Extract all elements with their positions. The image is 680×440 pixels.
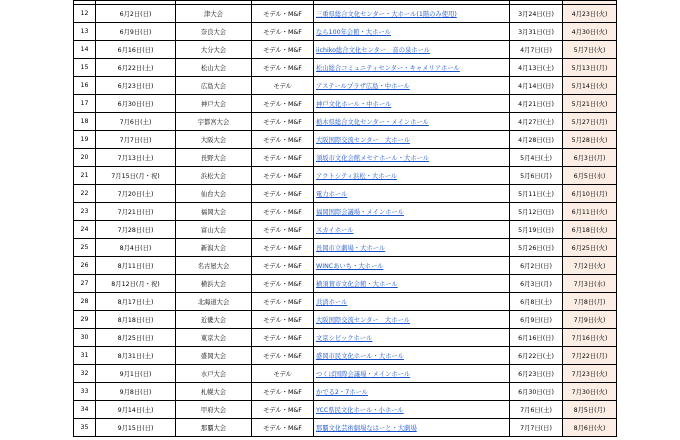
event-date: 6月16日(日) [96, 41, 176, 59]
entry-start-date: 6月9日(日) [510, 311, 563, 329]
venue-cell [314, 95, 510, 113]
venue-cell [314, 401, 510, 419]
event-number: 15 [74, 59, 96, 77]
event-number: 34 [74, 401, 96, 419]
table-row [74, 113, 617, 131]
entry-start-date: 5月12日(日) [510, 203, 563, 221]
event-date: 8月25日(日) [96, 329, 176, 347]
entry-start-date: 7月6日(土) [510, 401, 563, 419]
venue-link[interactable]: 横須賀市文化会館・大ホール [316, 281, 398, 288]
event-name: 奈良大会 [176, 23, 252, 41]
event-name: 近畿大会 [176, 311, 252, 329]
event-category: モデル・M&F [252, 401, 314, 419]
table-row [74, 365, 617, 383]
venue-cell [314, 311, 510, 329]
entry-start-date: 4月21日(日) [510, 95, 563, 113]
event-name: 神戸大会 [176, 95, 252, 113]
entry-end-date: 7月9日(火) [563, 311, 617, 329]
event-category: モデル・M&F [252, 59, 314, 77]
event-category: モデル・M&F [252, 131, 314, 149]
table-row [74, 77, 617, 95]
event-number: 12 [74, 5, 96, 23]
event-category: モデル・M&F [252, 5, 314, 23]
entry-end-date: 7月16日(火) [563, 329, 617, 347]
entry-start-date: 5月19日(日) [510, 221, 563, 239]
entry-end-date: 8月5日(月) [563, 401, 617, 419]
schedule-body [74, 1, 617, 437]
event-number: 17 [74, 95, 96, 113]
event-category: モデル・M&F [252, 329, 314, 347]
venue-cell [314, 41, 510, 59]
event-number: 22 [74, 185, 96, 203]
venue-link[interactable]: 松山総合コミュニティセンター・キャメリアホール [316, 65, 460, 72]
venue-link[interactable]: 那覇文化芸術劇場なはーと・大劇場 [316, 425, 417, 432]
entry-start-date: 6月2日(日) [510, 257, 563, 275]
venue-cell [314, 77, 510, 95]
venue-link[interactable]: スカイホール [316, 227, 354, 234]
event-category: モデル・M&F [252, 239, 314, 257]
venue-link[interactable]: つくば国際会議場・メインホール [316, 371, 411, 378]
entry-start-date: 3月31日(日) [510, 23, 563, 41]
event-name: 東京大会 [176, 329, 252, 347]
event-category: モデル・M&F [252, 185, 314, 203]
entry-start-date: 3月24日(日) [510, 5, 563, 23]
event-number: 33 [74, 383, 96, 401]
venue-cell [314, 221, 510, 239]
entry-end-date: 5月14日(火) [563, 77, 617, 95]
venue-link[interactable]: 福岡国際会議場・メインホール [316, 209, 404, 216]
entry-end-date: 6月11日(火) [563, 203, 617, 221]
event-number: 30 [74, 329, 96, 347]
event-name: 松山大会 [176, 59, 252, 77]
event-name: 広島大会 [176, 77, 252, 95]
event-date: 7月6日(土) [96, 113, 176, 131]
venue-link[interactable]: アクトシティ浜松・大ホール [316, 173, 398, 180]
event-name: 名古屋大会 [176, 257, 252, 275]
venue-cell [314, 239, 510, 257]
event-category: モデル・M&F [252, 419, 314, 437]
venue-link[interactable]: 三重県総合文化センター・大ホール(1階のみ使用) [316, 11, 457, 18]
event-date: 7月15日(月・祝) [96, 167, 176, 185]
venue-cell [314, 257, 510, 275]
event-date: 8月12日(月・祝) [96, 275, 176, 293]
entry-end-date: 5月21日(火) [563, 95, 617, 113]
entry-end-date: 7月23日(火) [563, 365, 617, 383]
entry-start-date: 7月7日(日) [510, 419, 563, 437]
table-row [74, 41, 617, 59]
venue-cell [314, 113, 510, 131]
venue-link[interactable]: WINCあいち・大ホール [316, 263, 384, 270]
event-category: モデル・M&F [252, 383, 314, 401]
entry-end-date: 6月25日(火) [563, 239, 617, 257]
event-category: モデル [252, 77, 314, 95]
venue-cell [314, 185, 510, 203]
table-row [74, 95, 617, 113]
event-number: 19 [74, 131, 96, 149]
event-category: モデル・M&F [252, 347, 314, 365]
event-number: 21 [74, 167, 96, 185]
entry-start-date: 6月23日(日) [510, 365, 563, 383]
event-number: 32 [74, 365, 96, 383]
event-name: 新潟大会 [176, 239, 252, 257]
table-row [74, 23, 617, 41]
event-date: 9月14日(土) [96, 401, 176, 419]
entry-start-date: 6月3日(月) [510, 275, 563, 293]
event-name: 北海道大会 [176, 293, 252, 311]
event-category: モデル・M&F [252, 41, 314, 59]
event-date: 6月30日(日) [96, 95, 176, 113]
event-category: モデル・M&F [252, 167, 314, 185]
table-row [74, 185, 617, 203]
entry-start-date: 6月16日(日) [510, 329, 563, 347]
venue-link[interactable]: なら100年会館・大ホール [316, 29, 391, 36]
event-name: 福岡大会 [176, 203, 252, 221]
event-name: 浜松大会 [176, 167, 252, 185]
event-number: 23 [74, 203, 96, 221]
venue-cell [314, 329, 510, 347]
venue-link[interactable]: 共済ホール [316, 299, 348, 306]
table-row [74, 167, 617, 185]
table-row [74, 131, 617, 149]
venue-cell [314, 293, 510, 311]
venue-link[interactable]: アステールプラザ広島・中ホール [316, 83, 410, 90]
entry-start-date: 6月22日(土) [510, 347, 563, 365]
entry-end-date: 7月8日(月) [563, 293, 617, 311]
venue-cell [314, 131, 510, 149]
venue-link[interactable]: iichiko総合文化センター 音の泉ホール [316, 47, 431, 54]
event-date: 9月1日(日) [96, 365, 176, 383]
table-row [74, 221, 617, 239]
venue-cell [314, 59, 510, 77]
venue-link[interactable]: 大阪国際交流センター 大ホール [316, 137, 411, 144]
venue-cell [314, 23, 510, 41]
table-row [74, 311, 617, 329]
venue-link[interactable]: YCC県民文化ホール・小ホール [316, 407, 404, 414]
entry-end-date: 4月23日(火) [563, 5, 617, 23]
event-number: 13 [74, 23, 96, 41]
table-row [74, 5, 617, 23]
event-category: モデル・M&F [252, 221, 314, 239]
event-date: 9月15日(日) [96, 419, 176, 437]
venue-cell [314, 203, 510, 221]
event-category: モデル・M&F [252, 149, 314, 167]
event-number: 25 [74, 239, 96, 257]
event-number: 16 [74, 77, 96, 95]
event-category: モデル・M&F [252, 311, 314, 329]
event-date: 8月17日(土) [96, 293, 176, 311]
event-name: 札幌大会 [176, 383, 252, 401]
event-date: 8月18日(日) [96, 311, 176, 329]
event-name: 津大会 [176, 5, 252, 23]
event-number: 20 [74, 149, 96, 167]
table-row [74, 329, 617, 347]
venue-link[interactable]: かでる2・7ホール [316, 389, 368, 396]
entry-start-date: 4月27日(土) [510, 113, 563, 131]
event-date: 6月23日(日) [96, 77, 176, 95]
entry-start-date: 4月7日(日) [510, 41, 563, 59]
event-name: 甲府大会 [176, 401, 252, 419]
venue-link[interactable]: 栃木県総合文化センター・メインホール [316, 119, 429, 126]
event-date: 8月31日(土) [96, 347, 176, 365]
event-name: 長野大会 [176, 149, 252, 167]
venue-link[interactable]: 神戸文化ホール・中ホール [316, 101, 392, 108]
table-row [74, 419, 617, 437]
event-name: 大阪大会 [176, 131, 252, 149]
venue-link[interactable]: 文京シビックホール [316, 335, 373, 342]
event-name: 大分大会 [176, 41, 252, 59]
entry-end-date: 7月2日(火) [563, 257, 617, 275]
venue-cell [314, 5, 510, 23]
event-date: 7月21日(日) [96, 203, 176, 221]
venue-link[interactable]: 長岡市立劇場・大ホール [316, 245, 386, 252]
event-category: モデル [252, 365, 314, 383]
venue-cell [314, 365, 510, 383]
event-number: 27 [74, 275, 96, 293]
event-name: 宇都宮大会 [176, 113, 252, 131]
event-name: 富山大会 [176, 221, 252, 239]
event-name: 水戸大会 [176, 365, 252, 383]
entry-start-date: 5月11日(土) [510, 185, 563, 203]
event-number: 24 [74, 221, 96, 239]
venue-cell [314, 167, 510, 185]
entry-end-date: 5月27日(月) [563, 113, 617, 131]
entry-end-date: 4月30日(火) [563, 23, 617, 41]
venue-cell [314, 383, 510, 401]
event-category: モデル・M&F [252, 23, 314, 41]
event-category: モデル・M&F [252, 257, 314, 275]
table-row [74, 347, 617, 365]
entry-end-date: 6月3日(月) [563, 149, 617, 167]
entry-end-date: 6月5日(水) [563, 167, 617, 185]
table-row [74, 59, 617, 77]
entry-start-date: 4月28日(日) [510, 131, 563, 149]
event-number: 14 [74, 41, 96, 59]
entry-end-date: 8月6日(火) [563, 419, 617, 437]
venue-cell [314, 419, 510, 437]
event-name: 横浜大会 [176, 275, 252, 293]
event-category: モデル・M&F [252, 293, 314, 311]
schedule-table [73, 0, 617, 437]
event-name: 盛岡大会 [176, 347, 252, 365]
event-category: モデル・M&F [252, 275, 314, 293]
entry-start-date: 5月4日(土) [510, 149, 563, 167]
event-number: 31 [74, 347, 96, 365]
event-name: 仙台大会 [176, 185, 252, 203]
event-category: モデル・M&F [252, 95, 314, 113]
entry-end-date: 7月3日(水) [563, 275, 617, 293]
event-date: 6月9日(日) [96, 23, 176, 41]
event-category: モデル・M&F [252, 203, 314, 221]
entry-start-date: 6月30日(日) [510, 383, 563, 401]
entry-start-date: 5月6日(月) [510, 167, 563, 185]
event-number: 35 [74, 419, 96, 437]
entry-end-date: 7月22日(月) [563, 347, 617, 365]
table-row [74, 203, 617, 221]
venue-cell [314, 347, 510, 365]
event-date: 8月4日(日) [96, 239, 176, 257]
table-row [74, 149, 617, 167]
table-row [74, 401, 617, 419]
event-date: 9月8日(日) [96, 383, 176, 401]
venue-link[interactable]: 大阪国際交流センター 大ホール [316, 317, 411, 324]
entry-end-date: 6月10日(月) [563, 185, 617, 203]
table-row [74, 383, 617, 401]
event-number: 18 [74, 113, 96, 131]
entry-end-date: 5月7日(火) [563, 41, 617, 59]
entry-end-date: 6月18日(火) [563, 221, 617, 239]
table-row [74, 239, 617, 257]
event-date: 6月2日(日) [96, 5, 176, 23]
entry-start-date: 6月8日(土) [510, 293, 563, 311]
event-name: 那覇大会 [176, 419, 252, 437]
event-number: 29 [74, 311, 96, 329]
entry-end-date: 5月28日(火) [563, 131, 617, 149]
event-number: 26 [74, 257, 96, 275]
entry-start-date: 5月26日(日) [510, 239, 563, 257]
table-row [74, 293, 617, 311]
table-row [74, 275, 617, 293]
event-number: 28 [74, 293, 96, 311]
entry-end-date: 7月30日(火) [563, 383, 617, 401]
entry-start-date: 4月13日(土) [510, 59, 563, 77]
event-category: モデル・M&F [252, 113, 314, 131]
event-date: 7月28日(日) [96, 221, 176, 239]
event-date: 8月11日(日) [96, 257, 176, 275]
event-date: 7月20日(土) [96, 185, 176, 203]
event-date: 7月7日(日) [96, 131, 176, 149]
venue-cell [314, 149, 510, 167]
event-date: 6月22日(土) [96, 59, 176, 77]
venue-link[interactable]: 須坂市文化会館メセナホール・大ホール [316, 155, 430, 162]
event-date: 7月13日(土) [96, 149, 176, 167]
table-row [74, 257, 617, 275]
entry-start-date: 4月14日(日) [510, 77, 563, 95]
venue-link[interactable]: 盛岡市民文化ホール・大ホール [316, 353, 404, 360]
venue-link[interactable]: 電力ホール [316, 191, 348, 198]
venue-cell [314, 275, 510, 293]
entry-end-date: 5月13日(月) [563, 59, 617, 77]
